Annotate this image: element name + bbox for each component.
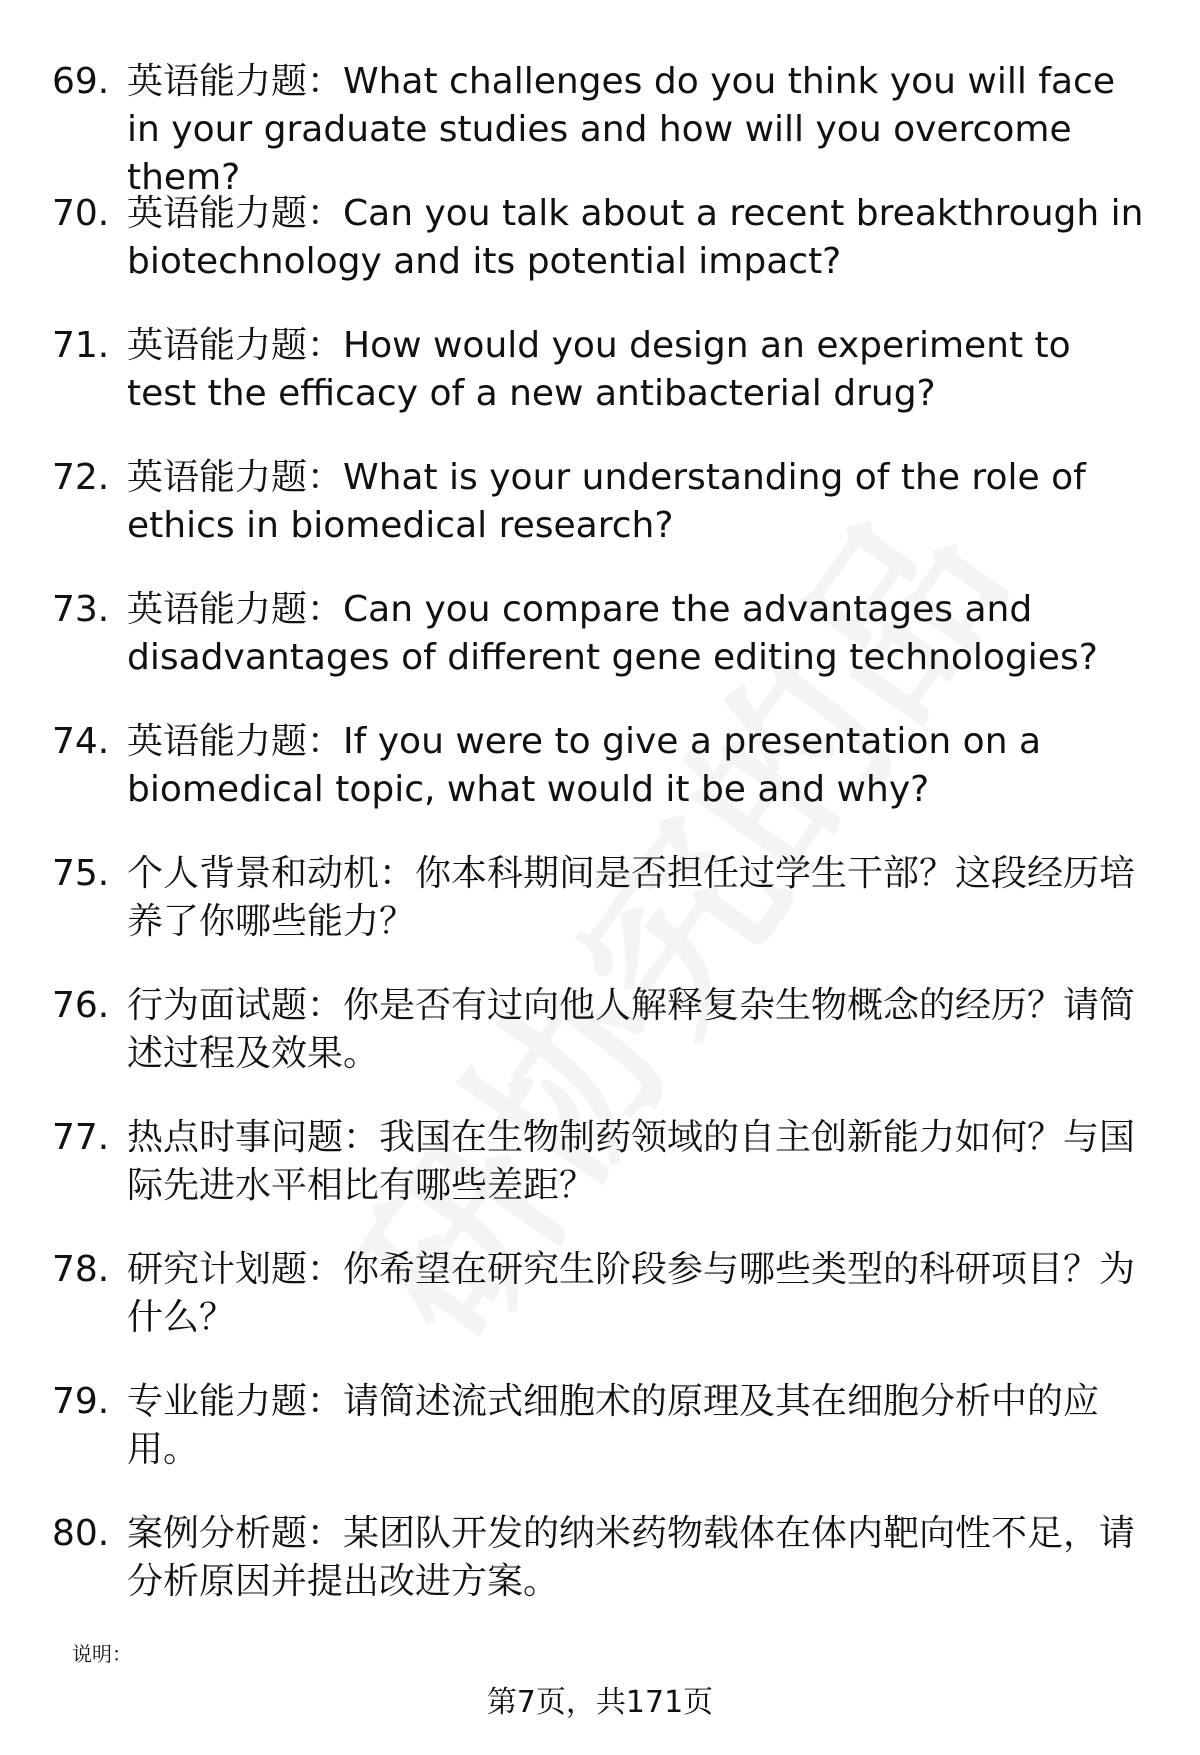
question-text: 英语能力题：What challenges do you think you will face in your graduate studies and how will you overcome them? <box>127 61 1115 198</box>
question-number: 78. <box>52 1249 110 1290</box>
page-indicator: 第7页，共171页 <box>486 1685 714 1720</box>
question-number: 70. <box>52 193 110 234</box>
question-item-80 <box>52 1510 1152 1642</box>
question-item-75 <box>52 850 1152 982</box>
question-item-77 <box>52 1114 1152 1246</box>
question-number: 69. <box>52 61 110 102</box>
question-text: 热点时事问题：我国在生物制药领域的自主创新能力如何？与国际先进水平相比有哪些差距？ <box>127 1117 1136 1206</box>
question-item-73 <box>52 586 1152 718</box>
question-item-78 <box>52 1246 1152 1378</box>
question-text: 专业能力题：请简述流式细胞术的原理及其在细胞分析中的应用。 <box>127 1381 1100 1470</box>
question-text: 英语能力题：If you were to give a presentation on a biomedical topic, what would it be and why? <box>127 721 1042 810</box>
question-number: 79. <box>52 1381 110 1422</box>
question-item-76 <box>52 982 1152 1114</box>
question-number: 74. <box>52 721 110 762</box>
question-item-72 <box>52 454 1152 586</box>
note-label: 说明： <box>72 1642 132 1666</box>
question-text: 英语能力题：How would you design an experiment to test the efficacy of a new antibacterial drug? <box>127 325 1071 414</box>
question-number: 73. <box>52 589 110 630</box>
question-text: 研究计划题：你希望在研究生阶段参与哪些类型的科研项目？为什么？ <box>127 1249 1136 1338</box>
question-item-69 <box>52 58 1152 198</box>
question-number: 80. <box>52 1513 110 1554</box>
question-number: 76. <box>52 985 110 1026</box>
question-text: 英语能力题：Can you talk about a recent breakthrough in biotechnology and its potential impact? <box>127 193 1144 282</box>
question-number: 71. <box>52 325 110 366</box>
question-item-70 <box>52 190 1152 322</box>
question-number: 77. <box>52 1117 110 1158</box>
question-number: 75. <box>52 853 110 894</box>
question-text: 案例分析题：某团队开发的纳米药物载体在体内靶向性不足，请分析原因并提出改进方案。 <box>127 1513 1136 1602</box>
question-text: 行为面试题：你是否有过向他人解释复杂生物概念的经历？请简述过程及效果。 <box>127 985 1136 1074</box>
question-text: 个人背景和动机：你本科期间是否担任过学生干部？这段经历培养了你哪些能力？ <box>127 853 1136 942</box>
question-text: 英语能力题：What is your understanding of the role of ethics in biomedical research? <box>127 457 1086 546</box>
question-item-71 <box>52 322 1152 454</box>
question-list <box>52 58 1152 1642</box>
question-item-74 <box>52 718 1152 850</box>
question-item-79 <box>52 1378 1152 1510</box>
question-text: 英语能力题：Can you compare the advantages and disadvantages of different gene editing technologies? <box>127 589 1098 678</box>
question-number: 72. <box>52 457 110 498</box>
